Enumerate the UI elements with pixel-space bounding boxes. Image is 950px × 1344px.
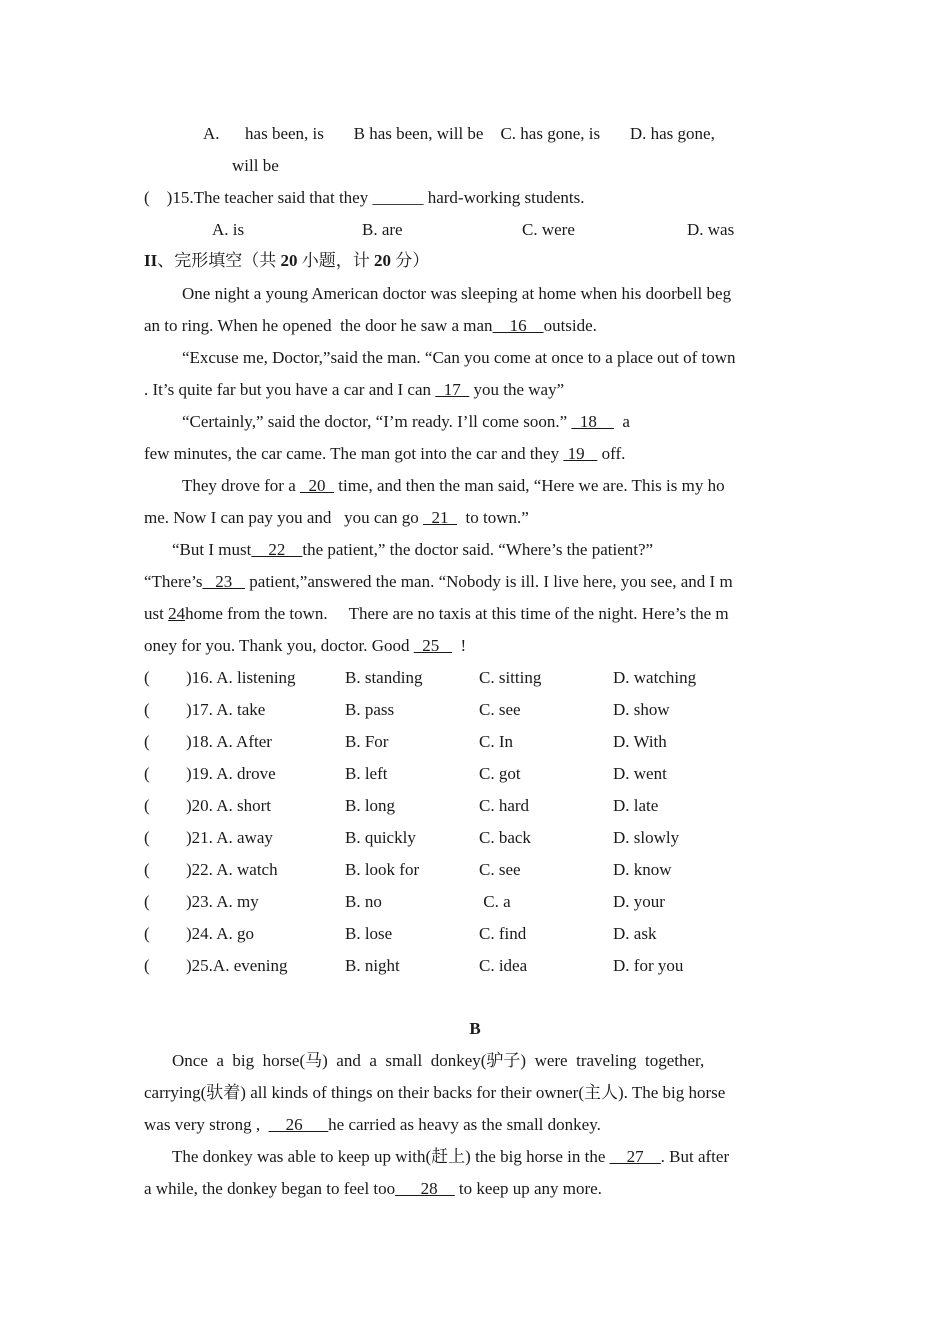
blank-27[interactable]: __27__ [609,1147,661,1166]
option-18-b: B. For [345,732,389,751]
blank-28[interactable]: ___28__ [395,1179,455,1198]
option-16-b: B. standing [345,668,423,687]
answer-paren-23[interactable]: ( [144,892,150,911]
blank-16[interactable]: 16 [492,316,544,335]
section-2-points: 20 [373,251,391,270]
option-18-c: C. In [479,732,513,751]
blank-19[interactable]: 19 [563,444,598,463]
option-23-c: C. a [479,892,511,911]
option-17-d: D. show [613,700,670,719]
q14-options-line [203,124,715,144]
option-24-b: B. lose [345,924,393,943]
blank-17[interactable]: 17 [435,380,470,399]
section-b-line-5: a while, the donkey began to feel too___28__ to keep up any more. [144,1179,602,1198]
passage-a-line-1: One night a young American doctor was sleeping at home when his doorbell beg [182,284,732,303]
option-19-a: )19. A. drove [186,764,276,783]
option-20-c: C. hard [479,796,530,815]
q14-option-d: D. has gone, [629,124,715,143]
option-23-a: )23. A. my [186,892,259,911]
section-2-number: II [144,251,158,270]
q15-option-a: A. is [212,220,245,239]
answer-paren-16[interactable]: ( [144,668,150,687]
q15-option-c: C. were [522,220,575,239]
option-19-c: C. got [479,764,521,783]
passage-a-line-11: ust 24home from the town. There are no taxis at this time of the night. Here’s the m [144,604,729,623]
passage-a-line-5: “Certainly,” said the doctor, “I’m ready. I’ll come soon.” 18 a [182,412,630,431]
section-b-line-1: Once a big horse(马) and a small donkey(驴子) were traveling together, [172,1051,705,1070]
option-19-b: B. left [345,764,388,783]
passage-a-line-6: few minutes, the car came. The man got into the car and they 19 off. [144,444,626,463]
option-20-d: D. late [613,796,659,815]
answer-paren-17[interactable]: ( [144,700,150,719]
answer-paren-21[interactable]: ( [144,828,150,847]
option-25-d: D. for you [613,956,684,975]
section-2-title-mid: 小题，计 [297,251,374,270]
section-b-line-2: carrying(驮着) all kinds of things on their backs for their owner(主人). The big horse [144,1083,726,1102]
option-22-b: B. look for [345,860,420,879]
option-25-a: )25.A. evening [186,956,288,975]
section-2-count: 20 [280,251,298,270]
option-22-d: D. know [613,860,672,879]
option-21-b: B. quickly [345,828,416,847]
option-16-a: )16. A. listening [186,668,296,687]
q14-option-b: B has been, will be [353,124,484,143]
passage-a-line-4: . It’s quite far but you have a car and I can 17 you the way” [144,380,565,399]
option-17-a: )17. A. take [186,700,266,719]
option-18-a: )18. A. After [186,732,272,751]
blank-21[interactable]: 21 [423,508,458,527]
section-2-title-post: 分） [390,251,430,270]
option-16-c: C. sitting [479,668,542,687]
passage-a-line-9: “But I must 22 the patient,” the doctor said. “Where’s the patient?” [172,540,654,559]
passage-a-line-10: “There’s 23 patient,”answered the man. “Nobody is ill. I live here, you see, and I m [144,572,733,591]
option-23-b: B. no [345,892,382,911]
option-25-c: C. idea [479,956,528,975]
blank-23[interactable]: 23 [202,572,246,591]
section-b-line-4: The donkey was able to keep up with(赶上) the big horse in the __27__. But after [172,1147,730,1166]
blank-26[interactable]: __26___ [268,1115,329,1134]
option-24-a: )24. A. go [186,924,254,943]
option-22-c: C. see [479,860,521,879]
q14-option-c: C. has gone, is [500,124,601,143]
option-17-b: B. pass [345,700,395,719]
blank-20[interactable]: 20 [300,476,335,495]
blank-24[interactable]: 24 [168,604,186,623]
passage-a-line-3: “Excuse me, Doctor,”said the man. “Can you come at once to a place out of town [182,348,736,367]
q15-option-b: B. are [362,220,403,239]
passage-a-line-12: oney for you. Thank you, doctor. Good 25 ! [144,636,467,655]
q15-option-d: D. was [687,220,735,239]
blank-25[interactable]: 25 [413,636,453,655]
q14-option-d-cont: will be [232,156,279,175]
option-20-a: )20. A. short [186,796,271,815]
option-22-a: )22. A. watch [186,860,278,879]
section-b-line-3: was very strong , __26___he carried as heavy as the small donkey. [144,1115,601,1134]
option-21-a: )21. A. away [186,828,273,847]
option-17-c: C. see [479,700,521,719]
q14-option-a-label: A. [203,124,220,143]
section-2-heading [144,251,429,271]
blank-22[interactable]: 22 [251,540,303,559]
q15-answer-paren[interactable]: ( ) [144,188,173,207]
option-25-b: B. night [345,956,400,975]
option-24-d: D. ask [613,924,657,943]
answer-paren-18[interactable]: ( [144,732,150,751]
passage-a-line-2: an to ring. When he opened the door he saw a man 16 outside. [144,316,597,335]
option-21-c: C. back [479,828,531,847]
option-16-d: D. watching [613,668,697,687]
answer-paren-20[interactable]: ( [144,796,150,815]
option-21-d: D. slowly [613,828,680,847]
option-18-d: D. With [613,732,667,751]
answer-paren-22[interactable]: ( [144,860,150,879]
blank-18[interactable]: 18 [571,412,614,431]
option-20-b: B. long [345,796,396,815]
passage-a-line-7: They drove for a 20 time, and then the man said, “Here we are. This is my ho [182,476,725,495]
section-b-heading: B [469,1019,481,1038]
q14-option-a: has been, is [245,124,324,143]
answer-paren-25[interactable]: ( [144,956,150,975]
answer-paren-19[interactable]: ( [144,764,150,783]
answer-paren-24[interactable]: ( [144,924,150,943]
option-24-c: C. find [479,924,527,943]
q15-question [144,188,584,208]
section-2-title-pre: 、完形填空（共 [157,251,281,270]
passage-a-line-8: me. Now I can pay you and you can go 21 to town.” [144,508,529,527]
option-19-d: D. went [613,764,667,783]
q15-stem: 15.The teacher said that they ______ hard-working students. [172,188,585,207]
option-23-d: D. your [613,892,665,911]
